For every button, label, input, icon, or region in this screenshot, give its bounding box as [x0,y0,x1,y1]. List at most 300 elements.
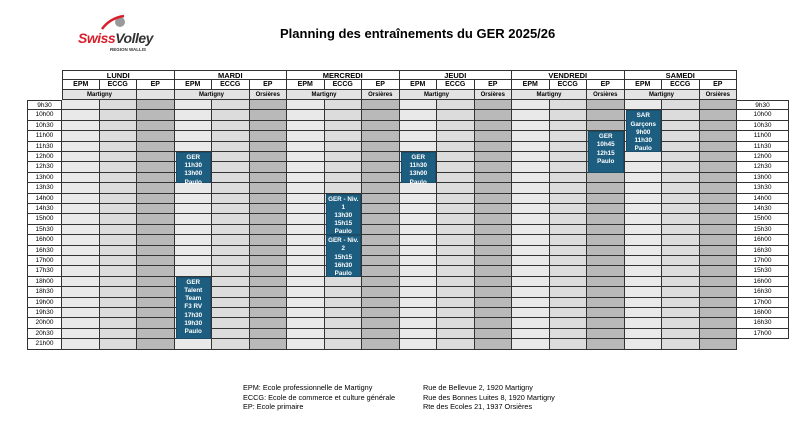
slot-cell [212,194,250,204]
slot-cell [137,204,175,214]
slot-cell [137,131,175,141]
slot-cell [362,100,400,110]
slot-cell [625,277,663,287]
time-label-right: 12h30 [737,162,789,172]
training-block-line: GER - Niv. [328,195,359,203]
slot-cell [250,100,288,110]
training-block-line: 17h30 [184,311,203,319]
slot-cell [175,121,213,131]
slot-cell [700,246,738,256]
slot-cell [175,256,213,266]
day-header-lundi: LUNDI [62,70,175,80]
slot-cell [250,214,288,224]
training-block-line: 15h15 [334,253,353,261]
time-label: 20h00 [27,318,62,328]
slot-cell [362,329,400,339]
time-label-right: 17h00 [737,256,789,266]
training-block-line: 9h00 [636,128,651,136]
slot-cell [175,194,213,204]
slot-cell [475,235,513,245]
slot-cell [62,142,100,152]
slot-cell [662,246,700,256]
subcol-ep: EP [362,80,400,90]
slot-cell [362,256,400,266]
slot-cell [512,121,550,131]
location-martigny: Martigny [512,90,587,100]
slot-cell [512,256,550,266]
slot-cell [437,256,475,266]
slot-cell [137,308,175,318]
slot-cell [212,152,250,162]
training-block-line: 15h15 [334,220,353,228]
slot-cell [437,194,475,204]
slot-cell [512,266,550,276]
legend-epm: EPM: Ecole professionnelle de Martigny [243,383,373,392]
slot-cell [175,100,213,110]
slot-cell [212,266,250,276]
slot-cell [287,277,325,287]
slot-cell [437,183,475,193]
slot-cell [250,152,288,162]
slot-cell [287,298,325,308]
slot-cell [550,339,588,349]
training-block[interactable] [401,152,437,186]
slot-cell [662,318,700,328]
slot-cell [400,298,438,308]
slot-cell [100,142,138,152]
slot-cell [587,298,625,308]
time-label: 19h30 [27,308,62,318]
slot-cell [250,308,288,318]
slot-cell [400,194,438,204]
slot-cell [100,110,138,120]
legend-eccg: ECCG: Ecole de commerce et culture générale [243,392,396,402]
slot-cell [475,318,513,328]
slot-cell [437,214,475,224]
slot-cell [100,235,138,245]
time-label: 15h30 [27,225,62,235]
slot-cell [362,214,400,224]
time-label-right: 13h30 [737,183,789,193]
slot-cell [625,214,663,224]
day-header-jeudi: JEUDI [400,70,513,80]
training-block[interactable] [176,152,212,186]
slot-cell [587,329,625,339]
training-block[interactable] [626,110,662,152]
training-block-line: 16h30 [334,261,353,269]
slot-cell [62,329,100,339]
slot-cell [287,152,325,162]
slot-cell [512,100,550,110]
time-label: 21h00 [27,339,62,349]
slot-cell [400,235,438,245]
slot-cell [362,131,400,141]
slot-cell [550,100,588,110]
slot-cell [400,287,438,297]
training-block-line: 1 [341,203,345,211]
time-label-right: 17h00 [737,329,789,339]
slot-cell [437,152,475,162]
slot-cell [137,173,175,183]
slot-cell [287,131,325,141]
time-label: 11h30 [27,142,62,152]
slot-cell [137,214,175,224]
time-label: 12h00 [27,152,62,162]
day-header-samedi: SAMEDI [625,70,738,80]
slot-cell [287,173,325,183]
slot-cell [662,214,700,224]
slot-cell [475,183,513,193]
slot-cell [700,308,738,318]
slot-cell [625,318,663,328]
slot-cell [362,339,400,349]
slot-cell [137,142,175,152]
slot-cell [512,131,550,141]
training-block-line: Paulo [334,228,352,236]
slot-cell [100,121,138,131]
slot-cell [287,110,325,120]
time-label-right: 10h00 [737,110,789,120]
time-label-right: 11h30 [737,142,789,152]
slot-cell [212,142,250,152]
address-ep: Rte des Ecoles 21, 1937 Orsières [423,402,533,412]
slot-cell [250,173,288,183]
slot-cell [662,194,700,204]
slot-cell [287,329,325,339]
slot-cell [287,266,325,276]
training-block-line: GER - Niv. [328,237,359,245]
slot-cell [662,152,700,162]
slot-cell [250,121,288,131]
slot-cell [62,339,100,349]
slot-cell [475,204,513,214]
slot-cell [287,318,325,328]
slot-cell [587,110,625,120]
slot-cell [400,308,438,318]
training-block-line: GER [411,154,426,161]
slot-cell [550,152,588,162]
slot-cell [287,256,325,266]
slot-cell [325,110,363,120]
slot-cell [325,100,363,110]
slot-cell [362,142,400,152]
slot-cell [62,152,100,162]
slot-cell [700,256,738,266]
slot-cell [587,266,625,276]
slot-cell [400,246,438,256]
subcol-ep: EP [700,80,738,90]
slot-cell [700,173,738,183]
slot-cell [475,214,513,224]
slot-cell [287,287,325,297]
slot-cell [662,308,700,318]
slot-cell [587,339,625,349]
slot-cell [287,308,325,318]
slot-cell [587,225,625,235]
slot-cell [137,225,175,235]
slot-cell [400,266,438,276]
slot-cell [250,142,288,152]
slot-cell [512,183,550,193]
slot-cell [550,266,588,276]
training-block[interactable] [176,277,212,339]
slot-cell [475,162,513,172]
slot-cell [400,142,438,152]
slot-cell [250,110,288,120]
training-block-line: 13h30 [334,212,353,219]
slot-cell [475,110,513,120]
slot-cell [175,225,213,235]
time-label-right: 16h30 [737,287,789,297]
slot-cell [437,287,475,297]
slot-cell [437,110,475,120]
slot-cell [700,131,738,141]
slot-cell [100,131,138,141]
training-block-line: Paulo [334,270,352,277]
training-block-line: Paulo [597,157,615,165]
slot-cell [137,298,175,308]
time-label: 12h30 [27,162,62,172]
slot-cell [700,318,738,328]
slot-cell [587,308,625,318]
subcol-ep: EP [587,80,625,90]
slot-cell [400,121,438,131]
slot-cell [325,173,363,183]
slot-cell [625,152,663,162]
slot-cell [400,256,438,266]
slot-cell [437,142,475,152]
slot-cell [100,152,138,162]
training-block-line: GER [186,278,201,286]
training-block[interactable] [326,235,362,277]
slot-cell [287,142,325,152]
location-ep: Orsières [587,90,625,100]
slot-cell [287,183,325,193]
slot-cell [550,204,588,214]
slot-cell [550,246,588,256]
slot-cell [625,225,663,235]
slot-cell [400,131,438,141]
subcol-epm: EPM [175,80,213,90]
slot-cell [662,131,700,141]
slot-cell [62,225,100,235]
slot-cell [212,246,250,256]
slot-cell [212,308,250,318]
slot-cell [700,298,738,308]
slot-cell [362,121,400,131]
slot-cell [175,204,213,214]
slot-cell [362,318,400,328]
slot-cell [587,194,625,204]
slot-cell [62,235,100,245]
slot-cell [137,277,175,287]
slot-cell [62,173,100,183]
slot-cell [587,235,625,245]
slot-cell [100,318,138,328]
slot-cell [700,225,738,235]
slot-cell [250,162,288,172]
slot-cell [437,204,475,214]
slot-cell [287,246,325,256]
slot-cell [137,246,175,256]
slot-cell [662,173,700,183]
slot-cell [662,110,700,120]
time-label-right: 15h30 [737,266,789,276]
training-block-line: 19h30 [184,319,203,327]
slot-cell [512,318,550,328]
subcol-epm: EPM [62,80,100,90]
time-label: 16h00 [27,235,62,245]
slot-cell [625,287,663,297]
slot-cell [362,225,400,235]
slot-cell [287,225,325,235]
slot-cell [625,194,663,204]
subcol-ep: EP [475,80,513,90]
training-block[interactable] [326,194,362,236]
slot-cell [400,204,438,214]
slot-cell [662,266,700,276]
slot-cell [587,100,625,110]
slot-cell [325,298,363,308]
time-label-right: 11h00 [737,131,789,141]
slot-cell [475,256,513,266]
slot-cell [212,235,250,245]
slot-cell [437,329,475,339]
slot-cell [325,142,363,152]
slot-cell [175,339,213,349]
subcol-epm: EPM [287,80,325,90]
slot-cell [700,194,738,204]
slot-cell [62,214,100,224]
slot-cell [100,298,138,308]
slot-cell [62,194,100,204]
slot-cell [212,131,250,141]
slot-cell [362,152,400,162]
subcol-epm: EPM [625,80,663,90]
slot-cell [662,339,700,349]
subcol-eccg: ECCG [100,80,138,90]
slot-cell [700,142,738,152]
training-block-line: 12h15 [596,149,615,157]
slot-cell [175,142,213,152]
slot-cell [587,318,625,328]
slot-cell [700,152,738,162]
slot-cell [625,329,663,339]
slot-cell [625,204,663,214]
time-label-right: 15h30 [737,225,789,235]
slot-cell [62,100,100,110]
slot-cell [287,204,325,214]
slot-cell [512,110,550,120]
logo-wordmark: SwissVolley [78,30,153,46]
slot-cell [512,152,550,162]
slot-cell [475,308,513,318]
training-block-line: 13h00 [409,170,428,178]
slot-cell [587,256,625,266]
slot-cell [62,110,100,120]
slot-cell [400,318,438,328]
slot-cell [100,287,138,297]
slot-cell [362,173,400,183]
slot-cell [550,214,588,224]
slot-cell [250,266,288,276]
subcol-eccg: ECCG [437,80,475,90]
slot-cell [662,298,700,308]
training-block[interactable] [588,131,624,173]
slot-cell [325,287,363,297]
slot-cell [212,225,250,235]
slot-cell [625,183,663,193]
training-block-line: Paulo [409,178,427,186]
slot-cell [212,277,250,287]
slot-cell [62,204,100,214]
training-block-line: Paulo [184,328,202,336]
slot-cell [512,142,550,152]
day-header-mardi: MARDI [175,70,288,80]
time-label: 17h00 [27,256,62,266]
slot-cell [100,277,138,287]
location-ep [137,90,175,100]
slot-cell [550,173,588,183]
slot-cell [287,235,325,245]
slot-cell [587,183,625,193]
slot-cell [475,329,513,339]
slot-cell [212,204,250,214]
slot-cell [175,131,213,141]
slot-cell [512,214,550,224]
slot-cell [325,318,363,328]
slot-cell [212,214,250,224]
slot-cell [100,246,138,256]
slot-cell [362,308,400,318]
slot-cell [700,110,738,120]
slot-cell [625,246,663,256]
slot-cell [212,100,250,110]
slot-cell [437,235,475,245]
slot-cell [550,287,588,297]
slot-cell [325,183,363,193]
location-martigny: Martigny [287,90,362,100]
slot-cell [400,277,438,287]
slot-cell [362,204,400,214]
subcol-eccg: ECCG [325,80,363,90]
slot-cell [212,339,250,349]
slot-cell [662,162,700,172]
legend-ep: EP: Ecole primaire [243,402,304,412]
training-block-line: Paulo [184,178,202,186]
time-label: 9h30 [27,100,62,110]
slot-cell [362,183,400,193]
slot-cell [475,298,513,308]
slot-cell [550,329,588,339]
slot-cell [700,339,738,349]
location-martigny: Martigny [62,90,137,100]
slot-cell [362,235,400,245]
logo-region: REGION WALLIS [110,47,146,52]
slot-cell [287,100,325,110]
slot-cell [325,121,363,131]
slot-cell [212,256,250,266]
slot-cell [700,214,738,224]
slot-cell [700,329,738,339]
slot-cell [62,162,100,172]
slot-cell [287,121,325,131]
slot-cell [100,173,138,183]
slot-cell [250,318,288,328]
slot-cell [662,183,700,193]
address-epm: Rue de Bellevue 2, 1920 Martigny [423,383,533,392]
slot-cell [475,225,513,235]
